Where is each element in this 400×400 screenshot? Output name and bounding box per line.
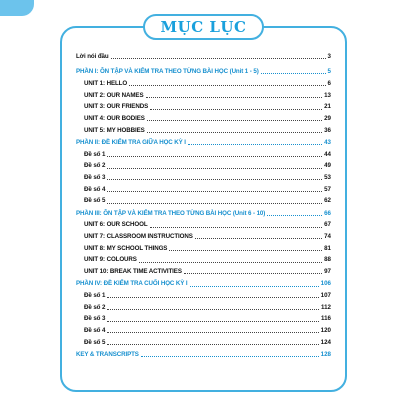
toc-part-label: PHẦN III: ÔN TẬP VÀ KIỂM TRA THEO TỪNG BÀI HỌC (Unit 6 - 10)	[76, 209, 266, 217]
toc-part-page: 106	[320, 280, 331, 288]
toc-entry-label: Đề số 5	[84, 197, 106, 205]
dot-leader	[190, 286, 319, 287]
dot-leader	[107, 191, 322, 192]
toc-entry-page: 3	[327, 53, 331, 60]
toc-entry[interactable]	[76, 305, 331, 311]
toc-entry-page: 57	[324, 185, 331, 193]
toc-entry-page: 62	[324, 197, 331, 205]
toc-part-heading[interactable]	[76, 69, 331, 75]
toc-entry-label: Lời nói đầu	[76, 53, 109, 60]
dot-leader	[129, 85, 326, 86]
toc-entry-label: Đề số 2	[84, 303, 106, 311]
toc-entry-page: 36	[324, 126, 331, 134]
toc-entry[interactable]	[76, 116, 331, 122]
toc-entry[interactable]	[76, 104, 331, 110]
dot-leader	[267, 215, 322, 216]
dot-leader	[107, 344, 318, 345]
dot-leader	[150, 109, 322, 110]
corner-tab-decoration	[0, 0, 34, 16]
toc-entry[interactable]	[76, 93, 331, 99]
toc-entry-label: Đề số 5	[84, 338, 106, 346]
dot-leader	[169, 250, 322, 251]
dot-leader	[107, 309, 319, 310]
toc-entry[interactable]	[76, 340, 331, 346]
toc-entry-label: Đề số 1	[84, 150, 106, 158]
toc-entry-key[interactable]	[76, 352, 331, 358]
toc-part-page: 5	[327, 68, 331, 76]
dot-leader	[147, 120, 322, 121]
toc-part-label: PHẦN IV: ĐỀ KIỂM TRA CUỐI HỌC KỲ I	[76, 280, 188, 288]
toc-entry[interactable]	[76, 222, 331, 228]
toc-entry[interactable]	[76, 293, 331, 299]
dot-leader	[107, 179, 322, 180]
toc-entry[interactable]	[76, 198, 331, 204]
dot-leader	[146, 97, 323, 98]
dot-leader	[139, 262, 322, 263]
toc-part-page: 43	[324, 138, 331, 146]
toc-entry[interactable]	[76, 269, 331, 275]
toc-entry-label: Đề số 3	[84, 315, 106, 323]
dot-leader	[107, 168, 322, 169]
toc-entry-label: Đề số 2	[84, 162, 106, 170]
dot-leader	[184, 273, 322, 274]
toc-entry-label: UNIT 8: MY SCHOOL THINGS	[84, 244, 168, 252]
toc-frame	[60, 18, 347, 392]
toc-entry-page: 74	[324, 233, 331, 241]
toc-entry[interactable]	[76, 152, 331, 158]
toc-entry[interactable]	[76, 316, 331, 322]
toc-part-label: PHẦN I: ÔN TẬP VÀ KIỂM TRA THEO TỪNG BÀI HỌC (Unit 1 - 5)	[76, 68, 259, 76]
toc-entry-label: UNIT 6: OUR SCHOOL	[84, 221, 148, 229]
toc-entry-page: 112	[321, 303, 331, 311]
toc-part-heading[interactable]	[76, 281, 331, 287]
toc-part-page: 66	[324, 209, 331, 217]
toc-entry-page: 67	[324, 221, 331, 229]
toc-entry[interactable]	[76, 234, 331, 240]
dot-leader	[141, 356, 319, 357]
title-wrap	[62, 14, 345, 40]
toc-entry-page: 81	[324, 244, 331, 252]
dot-leader	[107, 156, 322, 157]
dot-leader	[261, 73, 326, 74]
toc-entry-label: UNIT 7: CLASSROOM INSTRUCTIONS	[84, 233, 193, 241]
dot-leader	[111, 58, 326, 59]
toc-entry-page: 49	[324, 162, 331, 170]
table-of-contents	[76, 54, 331, 358]
dot-leader	[107, 297, 318, 298]
toc-entry-page: 29	[324, 115, 331, 123]
toc-entry-label: UNIT 10: BREAK TIME ACTIVITIES	[84, 268, 182, 276]
toc-entry-page: 44	[324, 150, 331, 158]
toc-entry-label: KEY & TRANSCRIPTS	[76, 350, 139, 358]
dot-leader	[107, 203, 322, 204]
toc-entry[interactable]	[76, 257, 331, 263]
toc-entry-label: UNIT 4: OUR BODIES	[84, 115, 145, 123]
toc-entry-label: Đề số 4	[84, 327, 106, 335]
toc-entry-page: 53	[324, 174, 331, 182]
toc-entry-page: 13	[324, 91, 331, 99]
toc-entry-page: 88	[324, 256, 331, 264]
toc-entry[interactable]	[76, 163, 331, 169]
toc-entry-label: Đề số 3	[84, 174, 106, 182]
toc-entry-label: UNIT 5: MY HOBBIES	[84, 126, 145, 134]
toc-entry-intro[interactable]	[76, 54, 331, 60]
toc-entry[interactable]	[76, 187, 331, 193]
toc-part-heading[interactable]	[76, 211, 331, 217]
toc-entry-page: 128	[320, 350, 331, 358]
toc-entry[interactable]	[76, 328, 331, 334]
toc-entry-label: UNIT 1: HELLO	[84, 79, 128, 87]
toc-part-heading[interactable]	[76, 140, 331, 146]
dot-leader	[107, 321, 319, 322]
toc-entry-page: 107	[320, 292, 331, 300]
toc-entry-page: 97	[324, 268, 331, 276]
dot-leader	[195, 238, 322, 239]
toc-entry-label: UNIT 2: OUR NAMES	[84, 91, 144, 99]
toc-entry[interactable]	[76, 81, 331, 87]
toc-part-label: PHẦN II: ĐỀ KIỂM TRA GIỮA HỌC KỲ I	[76, 138, 186, 146]
toc-entry-label: UNIT 9: COLOURS	[84, 256, 137, 264]
toc-entry-label: UNIT 3: OUR FRIENDS	[84, 103, 149, 111]
toc-entry-page: 116	[321, 315, 331, 323]
toc-entry[interactable]	[76, 175, 331, 181]
toc-entry-page: 21	[324, 103, 331, 111]
toc-entry-page: 124	[320, 338, 331, 346]
dot-leader	[107, 332, 318, 333]
dot-leader	[150, 227, 323, 228]
dot-leader	[147, 132, 322, 133]
toc-entry-label: Đề số 1	[84, 292, 106, 300]
toc-entry-page: 6	[327, 79, 331, 87]
toc-entry[interactable]	[76, 246, 331, 252]
toc-entry-page: 120	[320, 327, 331, 335]
toc-entry-label: Đề số 4	[84, 185, 106, 193]
dot-leader	[188, 144, 322, 145]
toc-entry[interactable]	[76, 128, 331, 134]
page-title: MỤC LỤC	[143, 14, 265, 40]
